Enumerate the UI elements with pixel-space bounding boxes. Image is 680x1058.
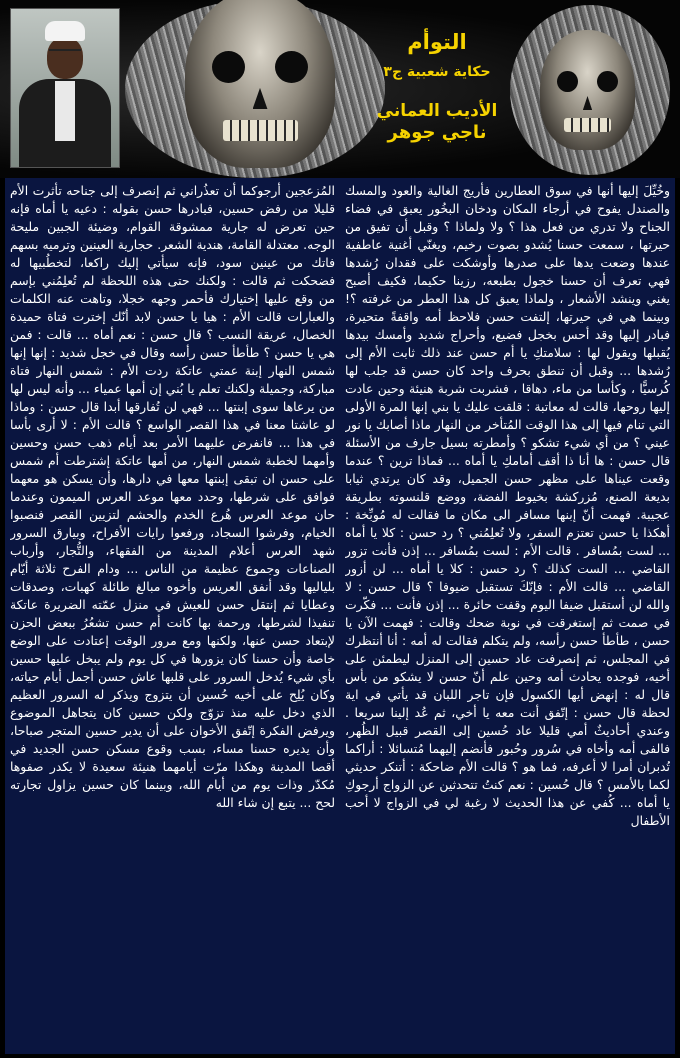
title-block — [372, 30, 502, 144]
header-banner — [0, 0, 680, 178]
skull-right-illustration — [540, 30, 635, 150]
story-column-left: المُزعجين أرجوكما أن تعذُراني ثم إنصرف إلى جناحه تأثرت الأم قليلا من رفض حسين، فبادرها حسن بقوله : دعيه يا أماه فإنه حين تعرض له جارية ممشوقة القوام، وضيئة الجبين مليحة الوجه. معتدلة القامة، هندية الشعر. حجارية العينين وترميه بسهم فاتك من عينين سود، فإنه سيأتي إليك راكعا، لتخطُبيها له فضحكت ثم قالت : ولكنك حتى هذه اللحظة لم تُعلِمُني بإسم من وقع عليها إختيارك فأحمر وجهه خجلا، وتاهت عنه الكلمات والعبارات قالت الأم : هيا يا حسن لابد أنّك إخترت فتاة حميدة الخصال، عريقة النسب ؟ قال حسن : نعم أماه ... قالت : فمن هي يا حسن ؟ طأطأ حسن رأسه وقال في خجل شديد : إنها إنها شمس النهار إبنة عمتي عاتكة ردت الأم : شمس النهار فتاة مباركة، وجميلة ولكنك تعلم يا بُني إن أمها عمياء ... وأنه ليس لها من يرعاها سوى إبنتها ... فهي لن تُفارقها أبدا قال حسن : وماذا لو عاشتا معنا في هذا القصر الواسع ؟ قالت الأم : لا أرى بأسا في هذا ... فانفرض عليهما الأمر بعد أيام ذهب حسن وحسين وأمهما لخطبة شمس النهار، من أمها عاتكة إشترطت أم شمس على حسن ان تبقى إبنتها معها في دارها، وأن يسكن هو معهما فوافق على شرطها، وحدد معها موعد العرس الميمون وعندما حان موعد العرس هُرع الخدم والحشم لتزيين القصر فنصبوا الخيام، وفرشوا السجاد، ورفعوا رايات الأفراح، وبيارق السرور شهد العرس أعلام المدينة من الفقهاء، والتُّجار، وأرباب الصناعات وجموع عظيمة من الناس ... ودام الفرح ثلاثة أيّام بلياليها وقد أنفق العريس وأخوه مبالغ طائلة كهبات، وصدقات وعطايا ثم إنتقل حسن للعيش في منزل عمّته الضريرة عاتكة تنفيذا لشرطها، ورحمة بها كانت أم حسن تشعُرُ ببعض الحزن لإبتعاد حسن عنها، ولكنها ومع مرور الوقت إعتادت على الوضع خاصة وأن حسنا كان يزورها في كل يوم ولم يبخل عليها حسين بأي شيء يُدخل السرور على قلبها عاش حسن أجمل أيام حياته، وكان يُلِح على أخيه حُسين أن يتزوج ويذكر له السرور العظيم الذي دخل عليه منذ تزوّج ولكن حسين كان يتجاهل الموضوع ويرفض الفكرة إتّفق الأخوان على أن يدير حسين المتجر صباحا، وأن يديره حسنا مساء، بسب وقوع مسكن حسن الجديد في أقصا المدينة وهكذا مرّت أيامهما هنيئة سعيدة لا يكدر صفوها مُكدّر وذات يوم من أيام الله، وبينما كان حسين يزاول تجارته لحح ... يتبع إن شاء الله — [10, 183, 335, 810]
skull-left-illustration — [185, 0, 335, 168]
story-column-right: وخُيِّلَ إليها أنها في سوق العطارين فأريج الغالية والعود والمسك والصندل يفوح في أرجاء المكان ودخان البخُور يعبق في فضاء الجناح ولا تدري من فعل هذا ؟ ولا ولماذا ؟ وقبل أن تفيق من حيرتها ، سمعت حسنا يُشدو بصوت رخيم، ويغنّي أغنية عاطفية عندها وضعت يدها على صدرها وأوشكت على فقدان رُشدها فهي تعرف أن حسنا خجول بطبعه، رزينا حكيما، فكيف أصبح يغني وينشد الأشعار ، ولماذا يعبق كل هذا العطر من غرفته ؟! وبينما هي في حيرتها، إلتفت حسن فلاحظ أمه واقفةً متحيرة، فبادر إليها وقد أحس بخجل فضيع، وأحراج شديد وأمسك بيدها يُقبلها ويقول لها : سلامتكِ يا أم حسن عند ذلك ثابت الأم إلى رُشدها ... وقبل أن تنطق بحرف واحد كان حسن قد جلب لها كُرسيًّا ، وكأسا من ماء، دهاقا ، فشربت شربة هنيئة وحين عادت إليها روحها، قالت له معاتبة : قلقت عليك يا بني إنها المرة الأولى التي تنام فيها إلى هذا الوقت المُتأخر من النهار ماذا أصابك يا نور عيني ؟ من أي شيء تشكو ؟ وأمطرته بسيل جارف من الأسئلة قال حسن : ها أنا ذا أقف أمامكِ يا أماه ... فماذا ترين ؟ عندما وقعت عيناها على مظهر حسن الجميل، وقد كان يرتدي ثيابا بديعة الصنع، مُزركشة بخيوط الفضة، ووضع قلنسوته بطريقة عجيبة. فهمت أنّ إبنها مسافر الى مكان ما فقالت له مُوبِّخة : أهكذا يا حسن تعتزم السفر، ولا تُعلِمُني ؟ رد حسن : كلا يا أماه ... لست بمُسافر . قالت الأم : لست بمُسافر ... إذن فأنت تزور القاضي ... الست كذلك ؟ رد حسن : كلا يا أماه ... لن أزور القاضي ... قالت الأم : فإنّكَ تستقبل ضيوفا ؟ قال حسن : لا والله لن أستقبل ضيفا اليوم وقفت حائرة ... إذن فأنت ... فكّرت في صمت ثم إستغرقت في نوبة ضحك وقالت : فهمت الآن يا حسن ، طأطأ حسن رأسه، ولم يتكلم فقالت له أمه : أنا أنتظرك في المجلس، ثم إنصرفت عاد حسين إلى المنزل ليطمئن على أخيه، فوجده يحادث أمه وحين علم أنّ حسن لا يشكو من بأس قال له : إنهض أيها الكسول فإن تاجر اللبان قد يأتي في اية لحظة قال حسن : إتّفق أنت معه يا أخي، ثم عُد إلينا سريعا . وعندي أحاديثٌ أمي قليلا عاد حُسين إلى القصر قبيل الظُهر، فالفى أمه وأخاه في سُرور وحُبور فأنضم إليهما مُتسائلا : أراكما تُدبران أمرا لا أعرفه، فما هو ؟ قالت الأم ضاحكة : أتنكر حديثي لكما بالأمس ؟ قال حُسين : نعم كنتُ تتحدثين عن الزواج أرجوكِ يا أماه ... كُفي عن هذا الحديث لا رغبة لي في الزواج لا أحب الأطفال — [345, 183, 670, 828]
author-portrait — [10, 8, 120, 168]
story-title: التوأم — [407, 30, 467, 54]
story-text-panel — [5, 178, 675, 1054]
author-label: الأديب العماني — [376, 101, 498, 121]
story-subtitle: حكاية شعبية ج٣ — [383, 64, 491, 80]
author-name: ناجي جوهر — [387, 122, 487, 143]
